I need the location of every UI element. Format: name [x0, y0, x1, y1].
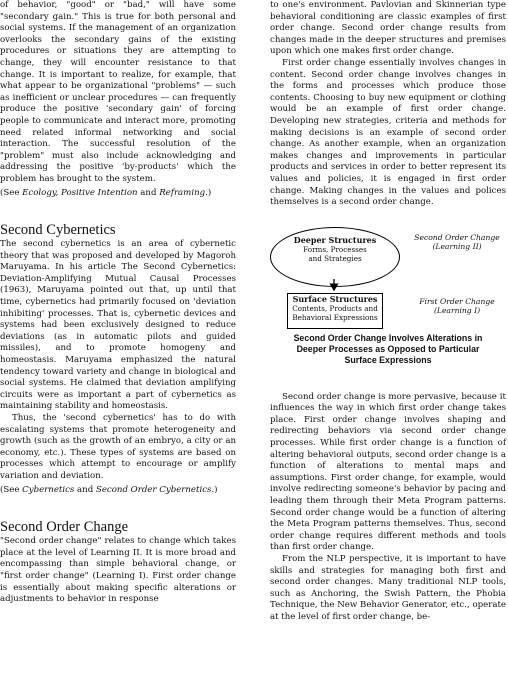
paragraph: From the NLP perspective, it is important to have skills and strategies for managing both first and second order changes. Many traditional NLP tools, such as Anchoring, the Swish Pattern, the Phobia Technique, the New Behavior Generator, etc., operate at the level of first order change, be- — [270, 554, 506, 622]
paragraph: "Second order change" relates to change which takes place at the level of Learning II. It is more broad and encompassing than simple behavioral change, or "first order change" (Learning I). First order change is essentially about making specific alterations or adjustments to behavior in response — [0, 536, 236, 605]
surface-structures-box — [287, 293, 383, 329]
diagram-caption: Second Order Change Involves Alterations in Deeper Processes as Opposed to Particular Surface Expressions — [293, 332, 483, 365]
deeper-structures-title: Deeper Structures — [293, 234, 377, 245]
see-also-terms: Ecology, Positive Intention — [22, 187, 138, 198]
paragraph: of behavior, "good" or "bad," will have some "secondary gain." This is true for both personal and social systems. If the management of an organization overlooks the secondary gains of the existing procedures or situations they are attempting to change, they will encounter resistance to that change. It is important to realize, for example, that what appear to be organizational "problems" — such as inefficient or unclear procedures — can frequently produce the positive 'secondary gain' of forcing people to communicate and interact more, promoting need related informal networking and social interaction. The successful resolution of the "problem" must also include acknowledging and addressing the positive 'by-products' which the problem has brought to the system. — [0, 0, 236, 184]
first-order-label: First Order Change (Learning I) — [419, 296, 495, 316]
left-column — [0, 0, 236, 606]
change-levels-diagram — [270, 221, 506, 331]
paragraph: First order change essentially involves changes in content. Second order change involves changes in the forms and processes which produce those contents. Choosing to buy new equipment or clothing would be an example of first order change. Developing new strategies, criteria and methods for making decisions is an example of second order change. As another example, when an organization makes changes and improvements in particular products and services in order to better represent its values and policies, it is engaged in first order change. Making changes in the values and polices themselves is a second order change. — [270, 57, 506, 208]
see-also-term: Reframing — [159, 187, 206, 198]
see-also-note: (See Cybernetics and Second Order Cybernetics.) — [0, 484, 218, 495]
deeper-structures-line: Forms, Processes — [303, 244, 367, 254]
deeper-structures-line: and Strategies — [308, 253, 362, 263]
see-also-term: Second Order Cybernetics — [95, 484, 212, 495]
surface-structures-line: Behavioral Expressions — [292, 312, 378, 322]
see-also-note: (See Ecology, Positive Intention and Reframing.) — [0, 187, 212, 198]
second-order-label: Second Order Change (Learning II) — [414, 232, 500, 252]
heading-second-order-change: Second Order Change — [0, 519, 129, 536]
heading-second-cybernetics: Second Cybernetics — [0, 222, 116, 239]
right-column — [270, 0, 506, 624]
paragraph: The second cybernetics is an area of cybernetic theory that was proposed and developed by Magoroh Maruyama. In his article The Second Cybernetics: Deviation-Amplifying Mutual Causal Processes (1963), Maruyama pointed out that, up until that time, cybernetics had primarily focused on 'deviation inhibiting' processes. That is, cybernetic devices and systems had been exclusively designed to reduce deviations (as in automatic pilots and guided missiles), and to promote homogeny and homeostasis. Maruyama emphasized the natural tendency toward variety and change in biological and social systems. He claimed that deviation amplifying circuits were as important a part of cybernetics as maintaining stability and homeostasis. — [0, 239, 236, 412]
paragraph: Thus, the 'second cybernetics' has to do with escalating systems that promote heterogeneity and growth (such as the growth of an embryo, a city or an economy, etc.). These types of systems are based on processes which attempt to encourage or amplify variation and deviation. — [0, 413, 236, 481]
paragraph: Second order change is more pervasive, because it influences the way in which first order change takes place. First order change involves shaping and redirecting behaviors via second order change processes. While first order change is a function of altering behavioral outputs, second order change is a function of alterations to mental maps and assumptions. First order change, for example, would involve redirecting someone's behavior by pacing and leading them through their Meta Program patterns. Second order change would be a function of altering the Meta Program patterns themselves. Thus, second order change requires different methods and tools than first order change. — [270, 391, 506, 553]
surface-structures-title: Surface Structures — [292, 293, 378, 304]
paragraph: to one's environment. Pavlovian and Skinnerian type behavioral conditioning are classic examples of first order change. Second order change results from changes made in the deeper structures and premises upon which one makes first order change. — [270, 0, 506, 57]
see-also-term: Cybernetics — [22, 484, 75, 495]
surface-structures-line: Contents, Products and — [292, 303, 378, 313]
